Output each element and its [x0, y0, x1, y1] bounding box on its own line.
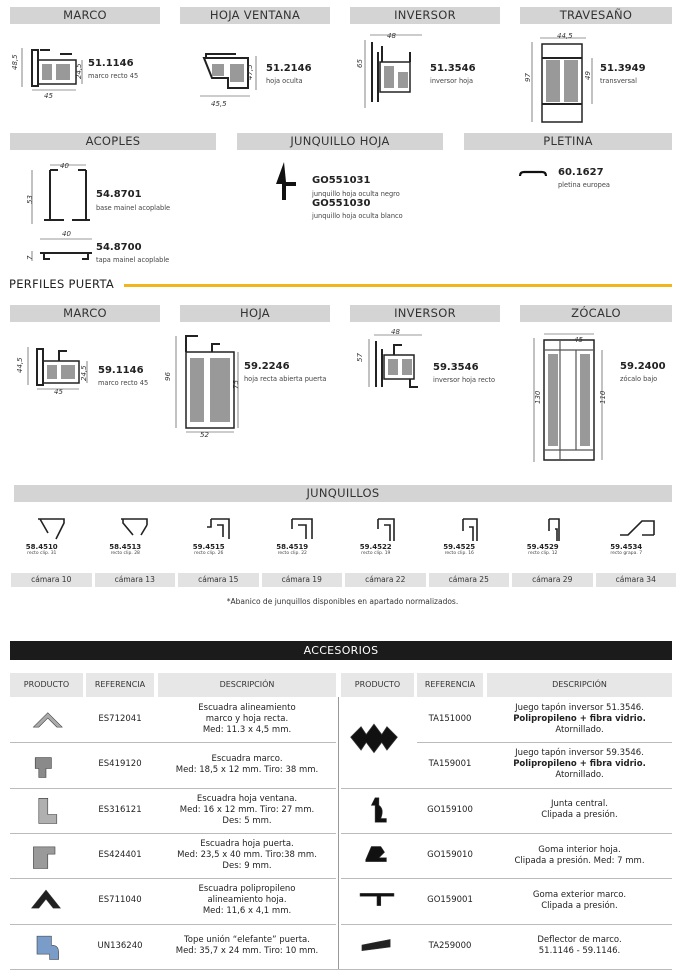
junquillo-sub: recto clip. 19 — [361, 551, 391, 556]
junquillo-sub: recto clip. 22 — [277, 551, 307, 556]
desc-54-8700: tapa mainel acoplable — [96, 256, 170, 264]
description-line: Escuadra alineamiento — [198, 703, 296, 714]
camara-label: cámara 22 — [345, 573, 426, 587]
junquillo-sub: recto clip. 28 — [110, 551, 140, 556]
dim-label: 45 — [44, 92, 53, 100]
dim-label: 24,5 — [75, 63, 83, 79]
col-header-producto-2: PRODUCTO — [341, 673, 414, 697]
junquillo-sub: recto clip. 31 — [27, 551, 57, 556]
description-line: TA259000 — [428, 940, 472, 951]
description-line: Atornillado. — [555, 770, 604, 781]
dim-label: 44,5 — [557, 32, 573, 40]
poly-corner-icon — [28, 884, 64, 916]
inner-gasket-icon — [358, 839, 396, 871]
desc-51-1146: marco recto 45 — [88, 72, 139, 80]
col-header-producto: PRODUCTO — [10, 673, 83, 697]
junquillo-profile-icon — [535, 515, 575, 545]
section-header-inversor: INVERSOR — [350, 7, 500, 24]
ref-cell — [417, 697, 483, 742]
junquillo-profile-icon — [284, 515, 324, 545]
camara-label: cámara 15 — [178, 573, 259, 587]
description-line: ES711040 — [98, 895, 142, 906]
dim-label: 52 — [200, 431, 209, 439]
dim-label: 49 — [584, 71, 592, 80]
description-line: Med: 35,7 x 24 mm. Tiro: 10 mm. — [175, 946, 319, 957]
camara-label: cámara 29 — [512, 573, 593, 587]
col-header-referencia: REFERENCIA — [86, 673, 154, 697]
section-header-puerta-marco: MARCO — [10, 305, 160, 322]
junquillo-profile-icon — [34, 515, 74, 545]
dim-label: 57 — [356, 353, 364, 362]
ref-51-1146: 51.1146 — [88, 58, 134, 69]
description-line: GO159010 — [427, 850, 473, 861]
desc-go551030: junquillo hoja oculta blanco — [312, 212, 403, 220]
desc-59-3546: inversor hoja recto — [433, 376, 496, 384]
dim-label: 48 — [387, 32, 396, 40]
description-line: Polipropileno + fibra vidrio. — [513, 759, 646, 770]
description-line: marco y hoja recta. — [205, 714, 289, 725]
desc-go551031: junquillo hoja oculta negro — [312, 190, 400, 198]
col-header-descripcion-2: DESCRIPCIÓN — [487, 673, 672, 697]
description-line: ES424401 — [98, 850, 142, 861]
description-line: TA159001 — [428, 759, 472, 770]
description-line: Deflector de marco. — [537, 935, 622, 946]
junquillo-profile-icon — [451, 515, 491, 545]
description-line: ES712041 — [98, 714, 142, 725]
description-cell — [487, 924, 672, 969]
dim-label: 53 — [26, 195, 34, 204]
description-line: Escuadra hoja puerta. — [200, 839, 294, 850]
camara-label: cámara 25 — [429, 573, 510, 587]
description-line: Juego tapón inversor 59.3546. — [515, 748, 644, 759]
section-header-zocalo: ZÓCALO — [520, 305, 672, 322]
description-line: Juego tapón inversor 51.3546. — [515, 703, 644, 714]
junquillo-item — [252, 543, 332, 556]
ref-59-3546: 59.3546 — [433, 362, 479, 373]
pletina-icon — [518, 168, 548, 180]
profile-travesano-drawing — [528, 34, 598, 126]
clamp-icon — [28, 748, 64, 780]
junquillo-hoja-icon — [270, 160, 300, 202]
ref-51-3546: 51.3546 — [430, 63, 476, 74]
description-line: Atornillado. — [555, 725, 604, 736]
dim-label: 40 — [60, 162, 69, 170]
description-line: Polipropileno + fibra vidrio. — [513, 714, 646, 725]
section-header-acoples: ACOPLES — [10, 133, 216, 150]
deflector-icon — [358, 930, 396, 962]
junquillo-ref: 58.4519 — [276, 543, 309, 551]
description-line: Escuadra hoja ventana. — [196, 793, 298, 804]
profile-puerta-inversor-drawing — [366, 331, 431, 393]
junquillo-sub: recto clip. 26 — [194, 551, 224, 556]
profile-hoja-ventana-drawing — [198, 38, 268, 103]
description-line: Med: 11,6 x 4,1 mm. — [202, 906, 292, 917]
junquillo-sub: recto clip. 16 — [444, 551, 474, 556]
ref-60-1627: 60.1627 — [558, 167, 604, 178]
dim-label: 75 — [232, 380, 240, 389]
description-cell — [487, 788, 672, 833]
junquillo-item — [2, 543, 82, 556]
ref-59-2400: 59.2400 — [620, 361, 666, 372]
junquillo-item — [336, 543, 416, 556]
junquillo-profile-icon — [201, 515, 241, 545]
camara-label: cámara 34 — [596, 573, 677, 587]
elephant-stop-icon — [28, 930, 64, 962]
ref-cell — [86, 878, 154, 923]
perfiles-puerta-heading: PERFILES PUERTA — [9, 277, 115, 291]
col-header-referencia-2: REFERENCIA — [417, 673, 483, 697]
junquillo-item — [169, 543, 249, 556]
outer-gasket-icon — [358, 884, 396, 916]
ref-54-8701: 54.8701 — [96, 189, 142, 200]
description-cell — [158, 878, 336, 923]
desc-51-3546: inversor hoja — [430, 77, 474, 85]
description-line: GO159100 — [427, 804, 473, 815]
junquillo-item — [419, 543, 499, 556]
description-line: alineamiento hoja. — [207, 895, 287, 906]
description-cell — [158, 742, 336, 787]
junquillo-ref: 59.4515 — [192, 543, 225, 551]
desc-60-1627: pletina europea — [558, 181, 610, 189]
description-line: Clipada a presión. Med: 7 mm. — [514, 855, 645, 866]
dim-label: 45 — [54, 388, 63, 396]
junquillo-item — [503, 543, 583, 556]
dim-label: 97 — [524, 73, 532, 82]
description-line: ES419120 — [98, 759, 142, 770]
junquillo-profile-icon — [368, 515, 408, 545]
junquillo-ref: 58.4510 — [25, 543, 58, 551]
central-gasket-icon — [358, 794, 396, 826]
description-line: Clipada a presión. — [541, 810, 618, 821]
description-line: Clipada a presión. — [541, 900, 618, 911]
tapon-icon — [346, 719, 402, 763]
junquillo-ref: 59.4525 — [443, 543, 476, 551]
section-header-puerta-inversor: INVERSOR — [350, 305, 500, 322]
ref-cell — [86, 742, 154, 787]
desc-59-2400: zócalo bajo — [620, 375, 658, 383]
junquillo-profile-icon — [117, 515, 157, 545]
ref-59-1146: 59.1146 — [98, 365, 144, 376]
dim-label: 44,5 — [16, 357, 24, 373]
dim-label: 45 — [574, 336, 583, 344]
desc-51-3949: transversal — [600, 77, 637, 85]
junquillo-item — [586, 543, 666, 556]
description-line: Med: 11.3 x 4,5 mm. — [202, 725, 292, 736]
ref-go551030: GO551030 — [312, 198, 371, 209]
description-cell — [487, 697, 672, 742]
accesorios-header: ACCESORIOS — [10, 641, 672, 660]
angle-bracket-icon — [28, 703, 64, 735]
junquillo-ref: 59.4522 — [359, 543, 392, 551]
dim-label: 47,5 — [246, 64, 254, 80]
junquillo-sub: recto clip. 12 — [528, 551, 558, 556]
desc-51-2146: hoja oculta — [266, 77, 303, 85]
description-line: Des: 5 mm. — [222, 815, 272, 826]
dim-label: 40 — [62, 230, 71, 238]
section-header-junquillos: JUNQUILLOS — [14, 485, 672, 502]
description-cell — [487, 878, 672, 923]
profile-inversor-drawing — [362, 32, 427, 112]
description-cell — [158, 788, 336, 833]
junquillo-item — [85, 543, 165, 556]
ref-cell — [417, 924, 483, 969]
description-line: UN136240 — [97, 940, 143, 951]
description-line: ES316121 — [98, 804, 142, 815]
description-line: Tope unión “elefante” puerta. — [184, 935, 310, 946]
junquillo-ref: 59.4534 — [610, 543, 643, 551]
ref-54-8700: 54.8700 — [96, 242, 142, 253]
description-line: GO159001 — [427, 895, 473, 906]
description-line: Med: 23,5 x 40 mm. Tiro:38 mm. — [177, 850, 317, 861]
dim-label: 96 — [164, 372, 172, 381]
junquillo-ref: 58.4513 — [109, 543, 142, 551]
ref-cell — [417, 742, 483, 787]
description-line: Goma interior hoja. — [538, 844, 621, 855]
ref-cell — [86, 697, 154, 742]
dim-label: 110 — [599, 390, 607, 404]
desc-59-1146: marco recto 45 — [98, 379, 149, 387]
desc-54-8701: base mainel acoplable — [96, 204, 171, 212]
description-line: TA151000 — [428, 714, 472, 725]
section-header-junquillo-hoja: JUNQUILLO HOJA — [237, 133, 443, 150]
ref-cell — [417, 788, 483, 833]
description-line: Goma exterior marco. — [532, 889, 627, 900]
description-line: Junta central. — [551, 799, 608, 810]
camara-label: cámara 13 — [95, 573, 176, 587]
ref-cell — [86, 788, 154, 833]
dim-label: 7 — [26, 255, 34, 260]
ref-cell — [86, 924, 154, 969]
col-header-descripcion: DESCRIPCIÓN — [158, 673, 336, 697]
dim-label: 130 — [534, 390, 542, 404]
section-header-pletina: PLETINA — [464, 133, 672, 150]
description-cell — [158, 924, 336, 969]
table-divider — [338, 697, 339, 969]
junquillos-note: *Abanico de junquillos disponibles en apartado normalizados. — [226, 597, 459, 606]
door-corner-icon — [28, 839, 64, 871]
description-line: Escuadra polipropileno — [198, 884, 296, 895]
dim-label: 24,5 — [80, 365, 88, 381]
description-cell — [158, 697, 336, 742]
description-line: Des: 9 mm. — [222, 861, 272, 872]
dim-label: 65 — [356, 59, 364, 68]
dim-label: 45,5 — [211, 100, 227, 108]
ref-59-2246: 59.2246 — [244, 361, 290, 372]
dim-label: 48 — [391, 328, 400, 336]
description-cell — [487, 833, 672, 878]
description-cell — [487, 742, 672, 787]
description-line: Med: 18,5 x 12 mm. Tiro: 38 mm. — [175, 764, 319, 775]
ref-cell — [86, 833, 154, 878]
section-header-puerta-hoja: HOJA — [180, 305, 330, 322]
profile-zocalo-drawing — [530, 330, 610, 465]
camara-label: cámara 10 — [11, 573, 92, 587]
ref-51-3949: 51.3949 — [600, 63, 646, 74]
ref-go551031: GO551031 — [312, 175, 371, 186]
description-cell — [158, 833, 336, 878]
ref-51-2146: 51.2146 — [266, 63, 312, 74]
perfiles-puerta-rule — [124, 284, 672, 287]
profile-acoples-base-drawing — [28, 162, 93, 228]
section-header-travesano: TRAVESAÑO — [520, 7, 672, 24]
description-line: Med: 16 x 12 mm. Tiro: 27 mm. — [179, 804, 315, 815]
description-line: Escuadra marco. — [211, 753, 283, 764]
ref-cell — [417, 878, 483, 923]
section-header-hoja-ventana: HOJA VENTANA — [180, 7, 330, 24]
desc-59-2246: hoja recta abierta puerta — [244, 375, 327, 383]
description-line: 51.1146 - 59.1146. — [538, 946, 621, 957]
profile-acoples-tapa-drawing — [28, 237, 93, 267]
dim-label: 48,5 — [11, 54, 19, 70]
ref-cell — [417, 833, 483, 878]
junquillo-profile-icon — [618, 515, 658, 545]
section-header-marco: MARCO — [10, 7, 160, 24]
junquillo-sub: recto grapa. 7 — [610, 551, 643, 556]
camara-label: cámara 19 — [262, 573, 343, 587]
table-bottom-border — [10, 969, 672, 970]
window-corner-icon — [28, 794, 64, 826]
junquillo-ref: 59.4529 — [526, 543, 559, 551]
